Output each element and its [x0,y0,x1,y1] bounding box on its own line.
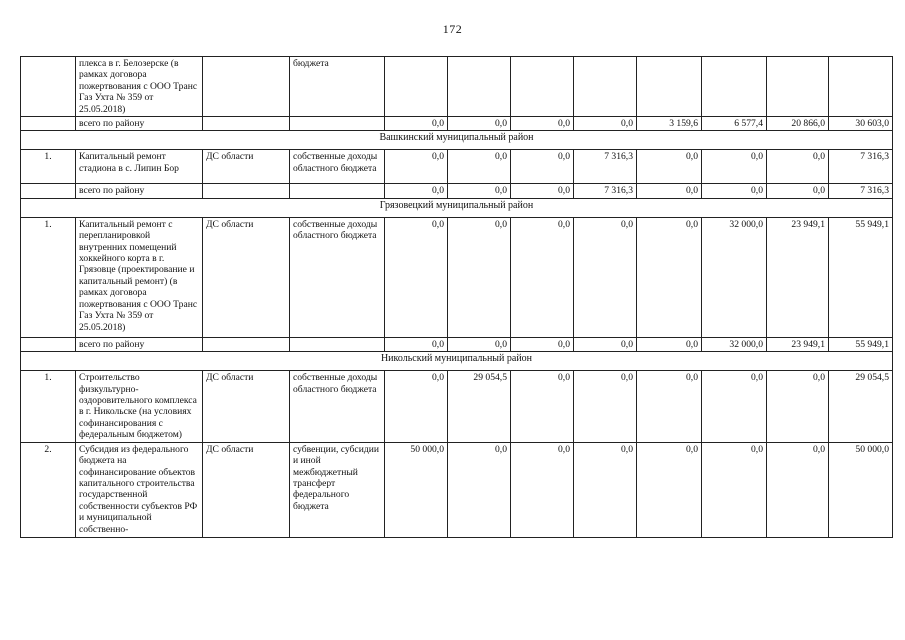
value-cell: 0,0 [702,184,767,198]
payer-name: ДС области [203,150,290,184]
district-total-row [21,184,893,198]
value-cell: 3 159,6 [637,117,702,131]
value-cell: 0,0 [637,150,702,184]
district-header-row [21,131,893,150]
value-cell: 0,0 [574,217,637,337]
row-number: 1. [21,217,76,337]
value-cell: 7 316,3 [574,184,637,198]
object-description: Строительство физкультурно-оздоровительного комплекса в г. Никольске (на условиях софинансирования с федеральным бюджетом) [76,371,203,442]
value-cell: 55 949,1 [829,217,893,337]
value-cell: 0,0 [702,371,767,442]
value-cell: 0,0 [637,217,702,337]
value-cell: 0,0 [448,150,511,184]
table-row [21,217,893,337]
value-cell [702,57,767,117]
value-cell: 0,0 [574,371,637,442]
total-label: всего по району [76,117,203,131]
value-cell [767,57,829,117]
payer-cell [203,184,290,198]
district-title: Вашкинский муниципальный район [21,131,893,150]
table-body [21,57,893,538]
value-cell: 23 949,1 [767,337,829,351]
page-number: 172 [442,22,463,36]
value-cell: 0,0 [511,442,574,537]
value-cell: 0,0 [767,442,829,537]
object-description: плекса в г. Белозерске (в рамках договора пожертвования с ООО Транс Газ Ухта № 359 от 25.05.2018) [76,57,203,117]
total-label: всего по району [76,184,203,198]
value-cell: 7 316,3 [829,184,893,198]
district-header-row [21,198,893,217]
district-header-row [21,352,893,371]
value-cell: 0,0 [511,184,574,198]
value-cell: 0,0 [448,337,511,351]
value-cell: 0,0 [385,117,448,131]
table-row [21,150,893,184]
funding-source: собственные доходы областного бюджета [290,217,385,337]
value-cell: 0,0 [385,337,448,351]
budget-table [20,56,893,538]
value-cell: 0,0 [511,117,574,131]
row-number-cell [21,184,76,198]
value-cell: 29 054,5 [829,371,893,442]
payer-name: ДС области [203,442,290,537]
payer-cell [203,337,290,351]
value-cell: 0,0 [385,184,448,198]
value-cell: 0,0 [511,371,574,442]
value-cell: 0,0 [511,150,574,184]
value-cell: 0,0 [767,150,829,184]
source-cell [290,184,385,198]
value-cell: 0,0 [637,442,702,537]
value-cell: 0,0 [767,371,829,442]
value-cell: 32 000,0 [702,337,767,351]
value-cell: 0,0 [574,117,637,131]
value-cell [448,57,511,117]
district-total-row [21,117,893,131]
object-description: Капитальный ремонт стадиона в с. Липин Бор [76,150,203,184]
row-number-cell [21,337,76,351]
value-cell: 23 949,1 [767,217,829,337]
table-row [21,57,893,117]
value-cell: 0,0 [637,371,702,442]
payer-name: ДС области [203,217,290,337]
value-cell [637,57,702,117]
value-cell: 0,0 [385,371,448,442]
value-cell: 55 949,1 [829,337,893,351]
funding-source: собственные доходы областного бюджета [290,150,385,184]
value-cell: 29 054,5 [448,371,511,442]
value-cell: 0,0 [511,337,574,351]
table-row [21,442,893,537]
row-number: 2. [21,442,76,537]
value-cell: 0,0 [448,184,511,198]
value-cell: 6 577,4 [702,117,767,131]
source-cell [290,337,385,351]
value-cell: 0,0 [702,442,767,537]
value-cell: 0,0 [385,150,448,184]
value-cell [511,57,574,117]
value-cell: 0,0 [767,184,829,198]
payer-name [203,57,290,117]
value-cell: 0,0 [511,217,574,337]
payer-name: ДС области [203,371,290,442]
value-cell: 7 316,3 [829,150,893,184]
value-cell: 0,0 [448,442,511,537]
value-cell [829,57,893,117]
value-cell: 30 603,0 [829,117,893,131]
value-cell: 0,0 [637,184,702,198]
value-cell: 0,0 [574,337,637,351]
value-cell: 0,0 [637,337,702,351]
district-title: Никольский муниципальный район [21,352,893,371]
funding-source: бюджета [290,57,385,117]
table-row [21,371,893,442]
value-cell: 0,0 [448,217,511,337]
value-cell [385,57,448,117]
row-number: 1. [21,371,76,442]
value-cell: 20 866,0 [767,117,829,131]
value-cell: 0,0 [448,117,511,131]
payer-cell [203,117,290,131]
value-cell [574,57,637,117]
funding-source: субвенции, субсидии и иной межбюджетный трансферт федерального бюджета [290,442,385,537]
value-cell: 32 000,0 [702,217,767,337]
funding-source: собственные доходы областного бюджета [290,371,385,442]
value-cell: 0,0 [385,217,448,337]
value-cell: 0,0 [574,442,637,537]
value-cell: 0,0 [702,150,767,184]
source-cell [290,117,385,131]
value-cell: 7 316,3 [574,150,637,184]
value-cell: 50 000,0 [829,442,893,537]
row-number: 1. [21,150,76,184]
object-description: Субсидия из федерального бюджета на софинансирование объектов капитального строительства государственной собственности субъектов РФ и муниципальной собственно- [76,442,203,537]
district-title: Грязовецкий муниципальный район [21,198,893,217]
row-number [21,57,76,117]
row-number-cell [21,117,76,131]
district-total-row [21,337,893,351]
value-cell: 50 000,0 [385,442,448,537]
total-label: всего по району [76,337,203,351]
object-description: Капитальный ремонт с перепланировкой внутренних помещений хоккейного корта в г. Грязовце (проектирование и капитальный ремонт) (в рамках договора пожертвования с ООО Транс Газ Ухта № 359 от 25.05.2018) [76,217,203,337]
